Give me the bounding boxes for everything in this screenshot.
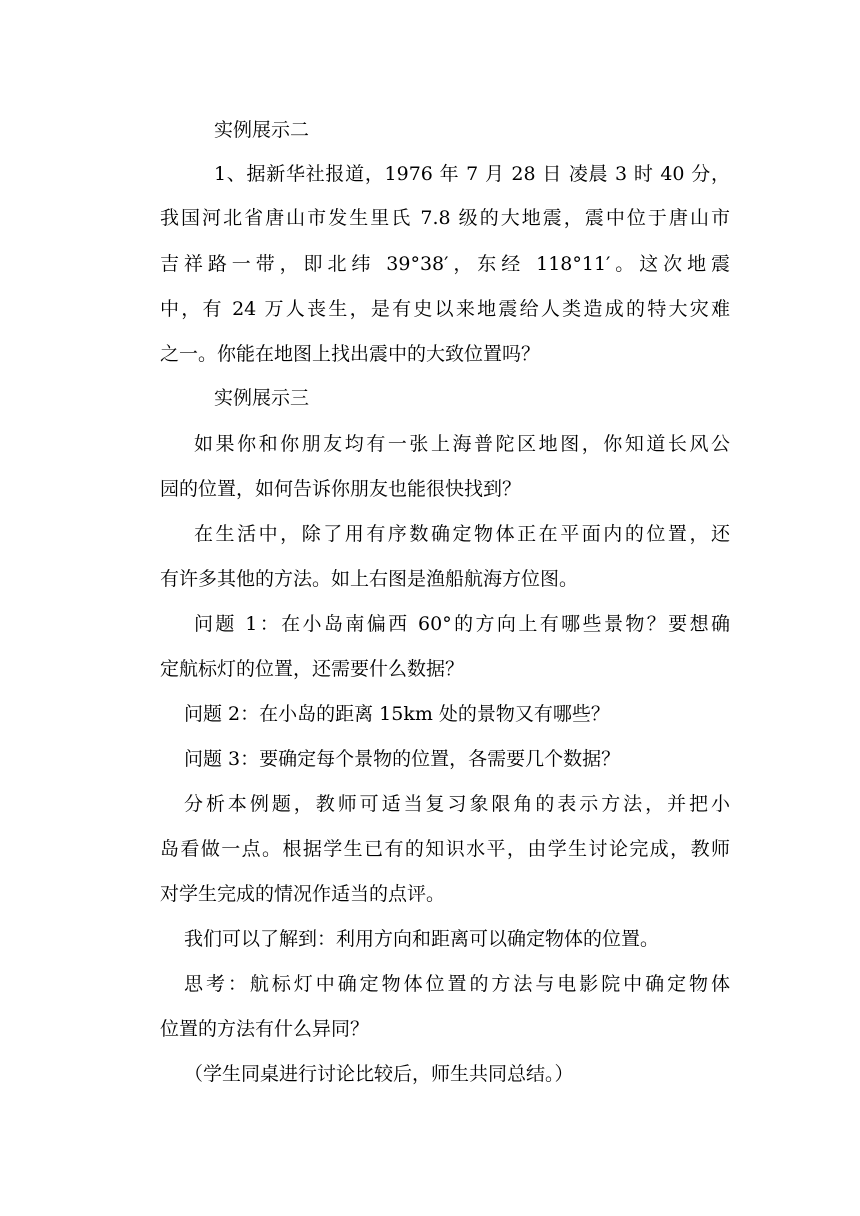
paragraph-line: 问题 2：在小岛的距离 15km 处的景物又有哪些？ <box>184 703 610 725</box>
paragraph-line: 位置的方法有什么异同？ <box>160 1018 370 1040</box>
paragraph-line: 中，有 24 万人丧生，是有史以来地震给人类造成的特大灾难 <box>160 298 730 320</box>
paragraph-line: 有许多其他的方法。如上右图是渔船航海方位图。 <box>160 568 579 590</box>
paragraph-line: （学生同桌进行讨论比较后，师生共同总结。） <box>184 1063 574 1085</box>
paragraph-line: 如果你和你朋友均有一张上海普陀区地图，你知道长风公 <box>194 433 730 455</box>
paragraph-line: 吉祥路一带，即北纬 39°38′，东经 118°11′。这次地震 <box>160 253 730 275</box>
section-heading-example-3: 实例展示三 <box>214 387 310 409</box>
section-heading-example-2: 实例展示二 <box>214 119 310 141</box>
paragraph-line: 思考：航标灯中确定物体位置的方法与电影院中确定物体 <box>184 973 730 995</box>
paragraph-line: 之一。你能在地图上找出震中的大致位置吗？ <box>160 343 541 365</box>
paragraph-line: 对学生完成的情况作适当的点评。 <box>160 883 446 905</box>
paragraph-line: 园的位置，如何告诉你朋友也能很快找到？ <box>160 478 522 500</box>
paragraph-line: 问题 3：要确定每个景物的位置，各需要几个数据？ <box>184 748 621 770</box>
paragraph-line: 1、据新华社报道，1976 年 7 月 28 日 凌晨 3 时 40 分， <box>214 163 730 185</box>
paragraph-line: 问题 1：在小岛南偏西 60°的方向上有哪些景物？要想确 <box>194 613 730 635</box>
paragraph-line: 在生活中，除了用有序数确定物体正在平面内的位置，还 <box>194 523 730 545</box>
paragraph-line: 分析本例题，教师可适当复习象限角的表示方法，并把小 <box>184 793 730 815</box>
paragraph-line: 岛看做一点。根据学生已有的知识水平，由学生讨论完成，教师 <box>160 838 730 860</box>
paragraph-line: 定航标灯的位置，还需要什么数据？ <box>160 658 465 680</box>
paragraph-line: 我们可以了解到：利用方向和距离可以确定物体的位置。 <box>184 928 660 950</box>
paragraph-line: 我国河北省唐山市发生里氏 7.8 级的大地震，震中位于唐山市 <box>160 207 730 229</box>
